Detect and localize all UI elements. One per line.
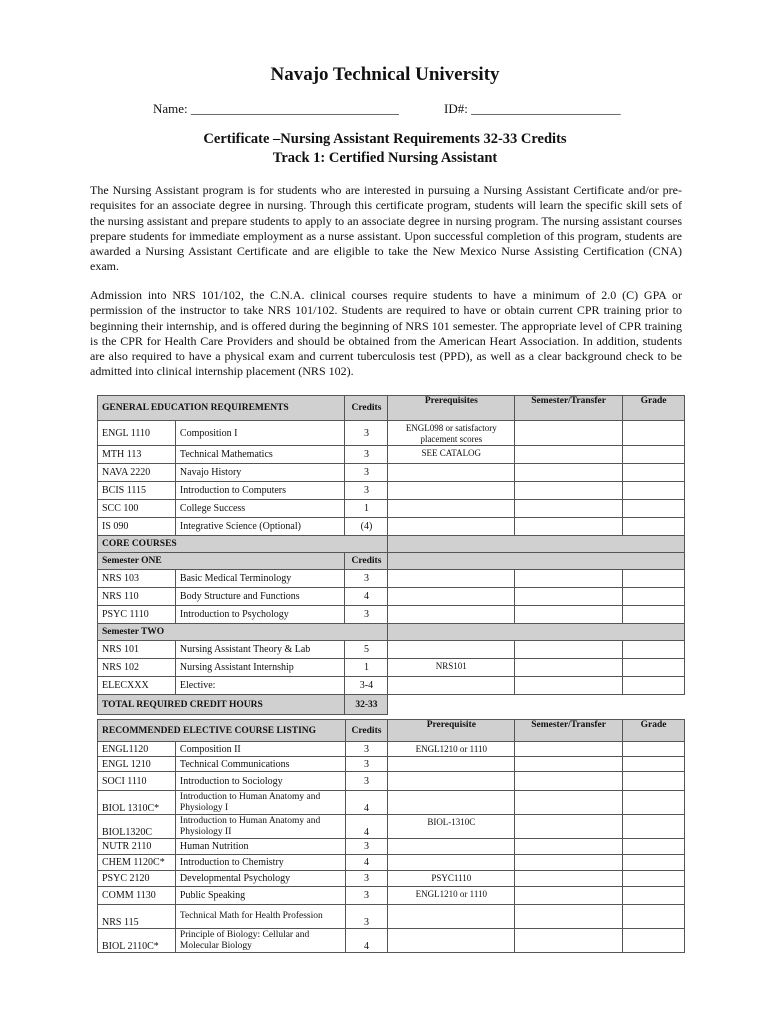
grade-cell[interactable] [623,606,685,624]
prereq-cell [388,606,515,624]
course-code: BIOL 1310C* [98,791,176,815]
grade-cell[interactable] [623,929,685,953]
prereq-cell: SEE CATALOG [388,446,515,464]
grade-cell[interactable] [623,839,685,855]
grade-cell[interactable] [623,446,685,464]
semester-two-row [98,624,685,641]
prereq-cell [388,855,515,871]
course-credits: 4 [345,588,388,606]
prereq-cell: NRS101 [388,659,515,677]
credits-header: Credits [345,720,388,742]
table-row [98,606,685,624]
prereq-cell: BIOL-1310C [388,815,515,839]
grade-cell[interactable] [623,500,685,518]
table-row [98,929,685,953]
table-row [98,855,685,871]
course-name: Technical Math for Health Profession [175,905,345,929]
prereq-cell [388,791,515,815]
table-header-row [98,720,685,742]
grade-cell[interactable] [623,742,685,757]
course-name: Principle of Biology: Cellular and Molecular Biology [175,929,345,953]
name-field[interactable]: Name: ________________________________ [153,101,399,116]
semester-cell[interactable] [515,757,623,772]
course-name: Developmental Psychology [175,871,345,887]
grade-cell[interactable] [623,772,685,791]
course-name: Introduction to Human Anatomy and Physiology I [175,791,345,815]
semester-cell[interactable] [515,570,623,588]
course-credits: (4) [345,518,388,536]
course-name: Introduction to Sociology [175,772,345,791]
grade-header: Grade [623,720,685,742]
semester-header: Semester/Transfer [515,396,623,421]
semester-cell[interactable] [515,659,623,677]
prereq-header: Prerequisite [388,720,515,742]
course-credits: 3 [345,905,388,929]
grade-cell[interactable] [623,421,685,446]
prereq-cell [388,839,515,855]
course-code: ENGL 1210 [98,757,176,772]
course-code: BCIS 1115 [98,482,176,500]
total-filler [388,695,685,715]
prereq-cell [388,500,515,518]
track-title: Track 1: Certified Nursing Assistant [272,150,498,166]
course-credits: 3 [345,464,388,482]
course-code: NAVA 2220 [98,464,176,482]
grade-cell[interactable] [623,482,685,500]
course-credits: 5 [345,641,388,659]
table-row [98,839,685,855]
certificate-title: Certificate –Nursing Assistant Requirements 32-33 Credits [203,131,567,147]
grade-cell[interactable] [623,570,685,588]
semester-cell[interactable] [515,905,623,929]
semester-cell[interactable] [515,606,623,624]
table-row [98,772,685,791]
semester-cell[interactable] [515,500,623,518]
grade-cell[interactable] [623,464,685,482]
course-name: Introduction to Computers [175,482,345,500]
grade-cell[interactable] [623,871,685,887]
course-name: Basic Medical Terminology [175,570,345,588]
course-name: Human Nutrition [175,839,345,855]
table-row [98,871,685,887]
credits-header: Credits [345,396,388,421]
course-code: IS 090 [98,518,176,536]
semester-one-credits-label: Credits [345,553,388,570]
elective-table [97,719,685,953]
course-credits: 3 [345,570,388,588]
semester-header: Semester/Transfer [515,720,623,742]
semester-one-filler [388,553,685,570]
prereq-cell [388,588,515,606]
prereq-cell: ENGL098 or satisfactory placement scores [388,421,515,446]
course-name: Technical Communications [175,757,345,772]
course-name: Body Structure and Functions [175,588,345,606]
prereq-header: Prerequisites [388,396,515,421]
semester-cell[interactable] [515,839,623,855]
grade-cell[interactable] [623,887,685,905]
prereq-cell [388,570,515,588]
course-code: NRS 103 [98,570,176,588]
gen-ed-header: GENERAL EDUCATION REQUIREMENTS [98,396,345,421]
course-name: Elective: [175,677,345,695]
requirements-table [97,395,685,715]
prereq-cell [388,482,515,500]
prereq-cell [388,677,515,695]
program-description: The Nursing Assistant program is for students who are interested in pursuing a Nursing Assistant Certificate and/or pre-requisites for an associate degree in nursing. Through this certificate program, students will learn the specific skill sets of the nursing assistant and prepare students to apply to an associate degree in nursing program. The nursing assistant courses prepare students for immediate employment as a nurse assistant. Upon successful completion of this program, students are awarded a Nursing Assistant Certificate and are eligible to take the New Mexico Nurse Assisting Certification (CNA) exam. [90,183,682,274]
core-courses-label: CORE COURSES [98,536,388,553]
table-row [98,482,685,500]
table-row [98,887,685,905]
table-row [98,659,685,677]
course-name: Public Speaking [175,887,345,905]
table-row [98,677,685,695]
course-code: ENGL1120 [98,742,176,757]
grade-cell[interactable] [623,659,685,677]
prereq-cell [388,929,515,953]
grade-cell[interactable] [623,855,685,871]
semester-cell[interactable] [515,677,623,695]
semester-cell[interactable] [515,815,623,839]
semester-cell[interactable] [515,641,623,659]
prereq-cell [388,464,515,482]
grade-cell[interactable] [623,588,685,606]
prereq-cell [388,772,515,791]
prereq-cell: PSYC1110 [388,871,515,887]
table-row [98,500,685,518]
semester-cell[interactable] [515,446,623,464]
course-credits: 3 [345,482,388,500]
course-credits: 4 [345,855,388,871]
core-courses-row [98,536,685,553]
course-credits: 1 [345,659,388,677]
semester-cell[interactable] [515,588,623,606]
table-row [98,570,685,588]
semester-one-row [98,553,685,570]
prereq-cell [388,757,515,772]
semester-cell[interactable] [515,855,623,871]
semester-two-filler [388,624,685,641]
table-header-row [98,396,685,421]
course-name: Composition II [175,742,345,757]
table-row [98,757,685,772]
table-row [98,791,685,815]
course-name: Introduction to Human Anatomy and Physiology II [175,815,345,839]
course-code: PSYC 2120 [98,871,176,887]
grade-cell[interactable] [623,815,685,839]
semester-cell[interactable] [515,421,623,446]
grade-cell[interactable] [623,518,685,536]
course-credits: 3 [345,772,388,791]
semester-cell[interactable] [515,887,623,905]
course-credits: 4 [345,929,388,953]
course-code: COMM 1130 [98,887,176,905]
table-row [98,421,685,446]
course-code: PSYC 1110 [98,606,176,624]
semester-cell[interactable] [515,518,623,536]
grade-cell[interactable] [623,757,685,772]
course-code: NRS 102 [98,659,176,677]
course-name: Integrative Science (Optional) [175,518,345,536]
course-code: MTH 113 [98,446,176,464]
elective-header: RECOMMENDED ELECTIVE COURSE LISTING [98,720,346,742]
grade-header: Grade [623,396,685,421]
grade-cell[interactable] [623,791,685,815]
course-name: Introduction to Chemistry [175,855,345,871]
course-code: BIOL 2110C* [98,929,176,953]
course-credits: 3 [345,742,388,757]
admission-requirements: Admission into NRS 101/102, the C.N.A. clinical courses require students to have a minimum of 2.0 (C) GPA or permission of the instructor to take NRS 101/102. Students are required to have or obtain current CPR training prior to beginning their internship, and is offered during the beginning of NRS 101 semester. The appropriate level of CPR training is the CPR for Health Care Providers and should be obtained from the American Heart Association. In addition, students are also required to have a physical exam and current tuberculosis test (PPD), as well as a clear background check to be admitted into clinical internship placement (NRS 102). [90,288,682,379]
course-code: NRS 110 [98,588,176,606]
prereq-cell: ENGL1210 or 1110 [388,742,515,757]
course-credits: 3 [345,606,388,624]
prereq-cell [388,518,515,536]
total-label: TOTAL REQUIRED CREDIT HOURS [98,695,345,715]
core-courses-filler [388,536,685,553]
id-field[interactable]: ID#: _______________________ [444,101,621,116]
semester-two-label: Semester TWO [98,624,388,641]
course-name: College Success [175,500,345,518]
total-credits: 32-33 [345,695,388,715]
course-name: Navajo History [175,464,345,482]
grade-cell[interactable] [623,677,685,695]
table-row [98,464,685,482]
course-credits: 4 [345,815,388,839]
table-row [98,641,685,659]
table-row [98,815,685,839]
table-row [98,742,685,757]
total-row [98,695,685,715]
course-credits: 1 [345,500,388,518]
grade-cell[interactable] [623,641,685,659]
semester-cell[interactable] [515,929,623,953]
course-code: NUTR 2110 [98,839,176,855]
semester-cell[interactable] [515,742,623,757]
semester-cell[interactable] [515,482,623,500]
course-name: Introduction to Psychology [175,606,345,624]
course-code: NRS 115 [98,905,176,929]
grade-cell[interactable] [623,905,685,929]
course-credits: 3-4 [345,677,388,695]
table-row [98,905,685,929]
course-credits: 4 [345,791,388,815]
course-credits: 3 [345,871,388,887]
university-title: Navajo Technical University [270,64,500,85]
table-row [98,588,685,606]
course-name: Nursing Assistant Theory & Lab [175,641,345,659]
prereq-cell: ENGL1210 or 1110 [388,887,515,905]
prereq-cell [388,641,515,659]
table-row [98,446,685,464]
semester-one-label: Semester ONE [98,553,345,570]
semester-cell[interactable] [515,772,623,791]
course-code: SOCI 1110 [98,772,176,791]
course-code: CHEM 1120C* [98,855,176,871]
course-code: ENGL 1110 [98,421,176,446]
table-row [98,518,685,536]
course-code: ELECXXX [98,677,176,695]
course-code: NRS 101 [98,641,176,659]
course-credits: 3 [345,446,388,464]
course-credits: 3 [345,839,388,855]
course-name: Technical Mathematics [175,446,345,464]
course-name: Nursing Assistant Internship [175,659,345,677]
course-credits: 3 [345,887,388,905]
course-credits: 3 [345,757,388,772]
course-code: SCC 100 [98,500,176,518]
course-code: BIOL1320C [98,815,176,839]
prereq-cell [388,905,515,929]
course-credits: 3 [345,421,388,446]
semester-cell[interactable] [515,791,623,815]
semester-cell[interactable] [515,464,623,482]
semester-cell[interactable] [515,871,623,887]
course-name: Composition I [175,421,345,446]
